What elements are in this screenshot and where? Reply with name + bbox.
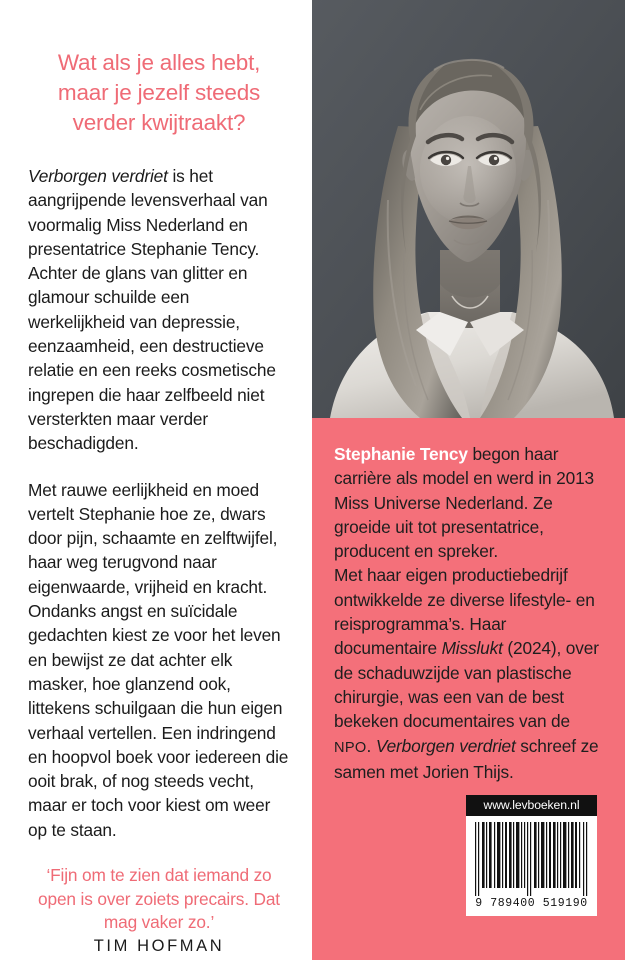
author-bio-segment-2: Met haar eigen productiebedrijf ontwikkelde ze diverse lifestyle- en reisprogramma’s. Haar documentaire (334, 565, 595, 659)
review-quote: ‘Fijn om te zien dat iemand zo open is over zoiets precairs. Dat mag vaker zo.’ (38, 865, 280, 933)
left-text-column (0, 0, 312, 960)
barcode-icon (473, 822, 590, 896)
author-bio-segment-3: (2024), over de schaduwzijde van plastische chirurgie, was een van de best bekeken documentaires van de (334, 638, 599, 732)
review-quote-attribution: TIM HOFMAN (93, 936, 225, 955)
author-name-highlight: Stephanie Tency (334, 444, 468, 464)
blurb-paragraph-1 (28, 164, 290, 456)
book-title-italic: Verborgen verdriet (28, 166, 168, 186)
publisher-url: www.levboeken.nl (466, 795, 597, 816)
author-bio-segment-4: . (366, 735, 376, 756)
author-portrait-image (312, 0, 625, 418)
cover-headline: Wat als je alles hebt, maar je jezelf steeds verder kwijtraakt? (57, 50, 261, 135)
author-bio-segment-1: begon haar carrière als model en werd in 2013 Miss Universe Nederland. Ze groeide uit tot presentatrice, producent en spreker. (334, 444, 595, 562)
blurb-paragraph-1-text: is het aangrijpende levensverhaal van voormalig Miss Nederland en presentatrice Stephanie Tency. Achter de glans van glitter en glamour schuilde een werkelijkheid van depressie, eenzaamheid, een destructieve relatie en een reeks cosmetische ingrepen die haar zelfbeeld niet versterkten maar verder beschadigden. (28, 166, 276, 454)
blurb-paragraph-2: Met rauwe eerlijkheid en moed vertelt Stephanie hoe ze, dwars door pijn, schaamte en zelftwijfel, haar weg terugvond naar eigenwaarde, vrijheid en kracht. Ondanks angst en suïcidale gedachten kiest ze voor het leven en bewijst ze dat achter elk masker, hoe glanzend ook, littekens schuilgaan die hun eigen verhaal vertellen. Een indringend en hoopvol boek voor iedereen die ooit brak, of nog steeds vecht, maar er toch voor kiest om weer op te staan. (28, 479, 289, 840)
isbn-digits: 9 789400 519190 (475, 897, 588, 910)
author-bio-text (334, 442, 611, 784)
documentary-title-italic: Misslukt (441, 638, 503, 659)
npo-label: NPO (334, 739, 367, 756)
barcode-block (466, 795, 597, 916)
author-portrait (312, 0, 625, 418)
author-bio-segment-5: schreef ze samen met Jorien Thijs. (334, 735, 599, 782)
book-title-italic-bio: Verborgen verdriet (375, 735, 516, 756)
